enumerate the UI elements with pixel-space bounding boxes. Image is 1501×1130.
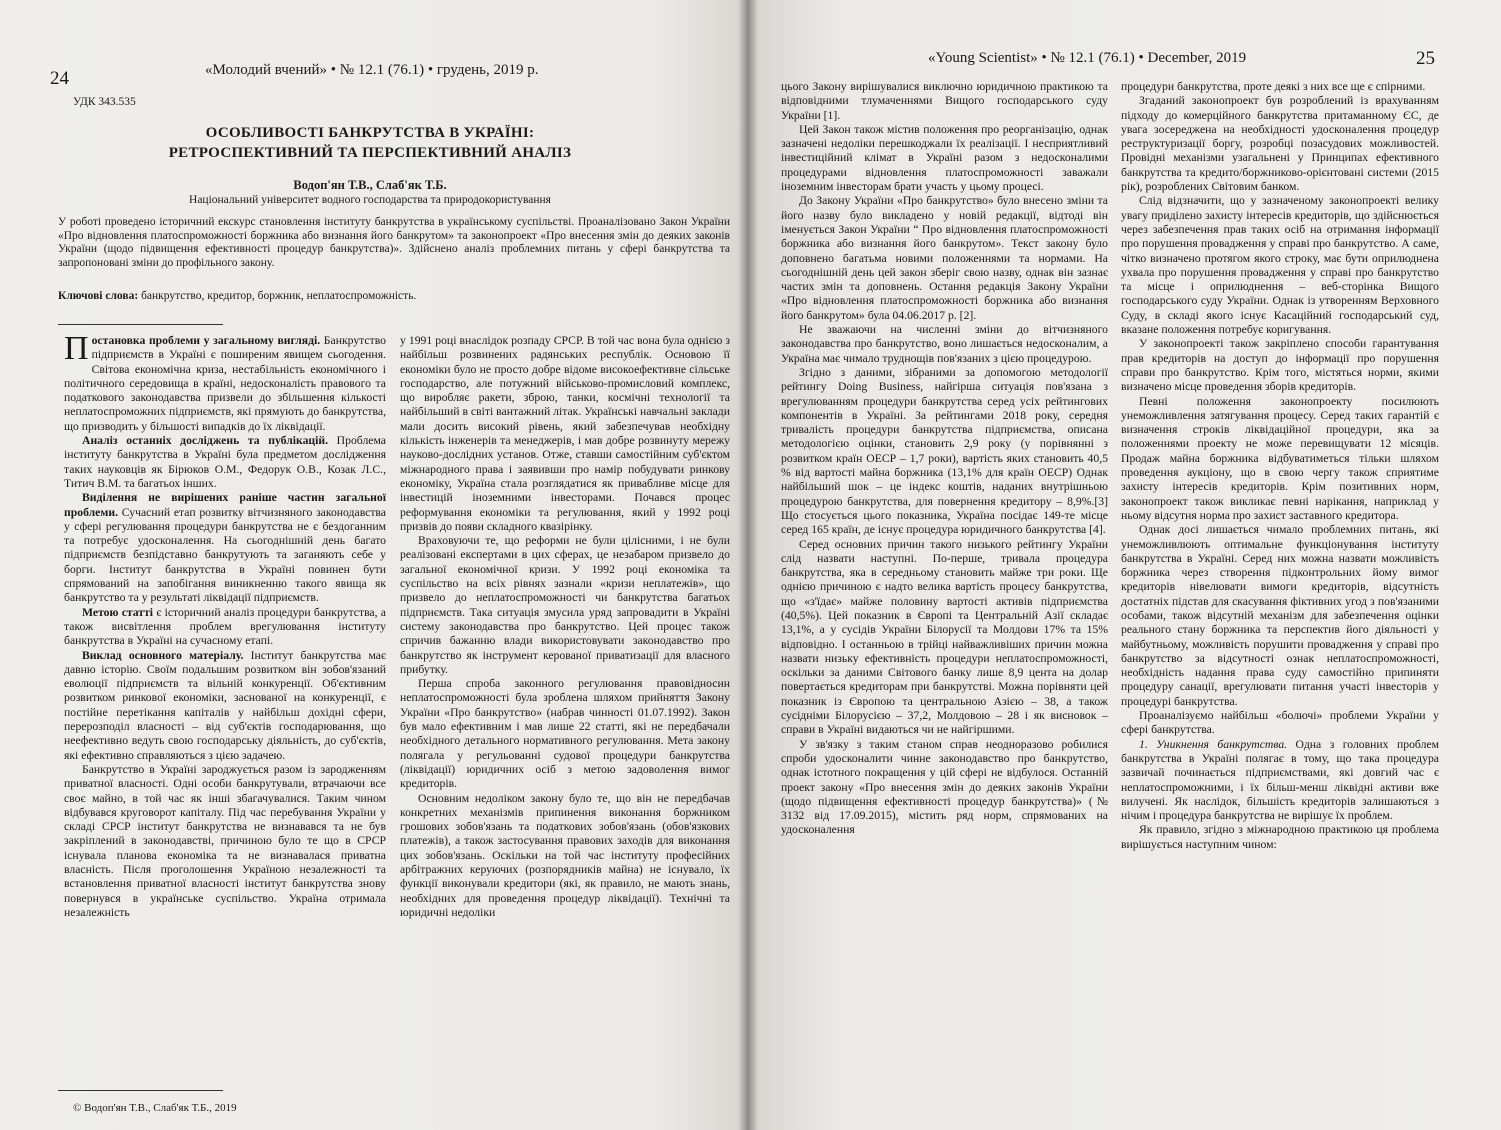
paragraph: Згаданий законопроект був розроблений із врахуванням підходу до комерційного банкрутства притаманному ЄС, де увага зосереджена на необхідності удосконалення процедур реструктуризації боргу, розробці позасудових можливостей. Провідні механізми узагальнені у Принципах ефективного банкрутства та кредито/боржниково-орієнтовані системи (2015 рік), розроблених Світовим банком. <box>1121 94 1439 194</box>
paragraph: Банкрутство в Україні зароджується разом із зародженням приватної власності. Одні особи банкрутували, втрачаючи все своє майно, в той час як інші збагачувалися. Таким чином відбувався круговорот капіталу. Під час перебування України у складі СРСР інститут банкрутства не визнавався та не був закріплений в законодавстві, причиною було те що в СРСР існувала планова економіка та не визнавалася приватна власність. Після проголошення Україною незалежності та встановлення приватної власності інститут банкрутства знову повернувся в українське суспільство. Україна отримала незалежність <box>64 762 386 919</box>
paragraph-text: Інститут банкрутства має давню історію. Своїм подальшим розвитком він зобов'язаний еволюції підприємств та вільній конкуренції. Об'єктивним розвитком ринкової економіки, заснованої на конкуренції, є постійне перетікання капіталів у найбільш дохідні сфери, перерозподіл власності – від суб'єктів господарювання, що неефективно ведуть свою господарську діяльність, до суб'єктів, які ефективно справляються з цією задачею. <box>64 648 386 762</box>
authors: Водоп'ян Т.В., Слаб'як Т.Б. <box>293 178 447 192</box>
paragraph: Проаналізуємо найбільш «болючі» проблеми України у сфері банкрутства. <box>1121 709 1439 737</box>
keywords <box>58 290 730 302</box>
paragraph: Перша спроба законного регулювання правовідносин неплатоспроможності була зроблена шляхом прийняття Закону України «Про банкрутство» (набрав чинності 01.07.1992). Закон був мало ефективним і мав лише 22 статті, які не передбачали необхідного детального нормативного регулювання. Мета закону полягала у регульованні судової процедури банкрутства (ліквідації) юридичних осіб з метою задоволення вимог кредиторів. <box>400 677 730 791</box>
paragraph: Слід відзначити, що у зазначеному законопроекті велику увагу приділено захисту інтересів кредиторів, що здійснюється через забезпечення прав таких осіб на отримання інформації про порушення провадження у справі про банкрутство. А саме, чітко визначено протягом якого строку, має бути оприлюднена ухвала про порушення провадження у справі про банкрутство та місце і оприлюднення – веб-сторінка Вищого господарського суду України. Однак із утворенням Верховного Суду, в складі якого існує Касаційний господарський суд, вказане положення потребує коригування. <box>1121 194 1439 337</box>
footer-divider <box>58 1090 223 1091</box>
paragraph <box>64 491 386 605</box>
column-3 <box>781 80 1108 838</box>
right-page <box>748 0 1501 1130</box>
paragraph: Згідно з даними, зібраними за допомогою методології рейтингу Doing Business, найгірша ситуація пов'язана з врегулюванням процедури банкрутства серед усіх рейтингових компонентів в Україні. За рейтингами 2018 року, середня тривалість процедури банкрутства підприємства, описана методологією оцінки, становить 2,9 року (у порівнянні з розвитком країн ОЕСР – 1,7 роки), вартість яких становить 40,5 % від вартості майна боржника (13,1% для країн ОЕСР) Однак найбільший шок – це індекс коштів, наданих внутрішньою процедурою банкрутства, для повернення кредитору – 8,9%.[3] Що стосується цього показника, Україна посідає 149-те місце серед 165 країн, де існує процедура юридичного банкрутства [4]. <box>781 365 1108 537</box>
page-number: 24 <box>50 68 69 89</box>
paragraph: Враховуючи те, що реформи не були цілісними, і не були реалізовані експертами в цих сферах, це незабаром призвело до загальної економічної кризи. У 1992 році економіка та суспільство на всіх рівнях зазнали «кризи неплатежів», що призвело до неплатоспроможності чи банкрутства багатьох підприємств. Така ситуація змусила уряд запровадити в Україні систему законодавства про банкрутство. Цей процес також спричив бажанню влади використовувати законодавство про банкрутство як інструмент керованої приватизації для власного прибутку. <box>400 534 730 676</box>
section-divider <box>58 324 223 325</box>
keywords-text: банкрутство, кредитор, боржник, неплатоспроможність. <box>138 290 417 302</box>
paragraph <box>64 434 386 491</box>
page-number: 25 <box>1416 48 1435 69</box>
running-header: «Young Scientist» • № 12.1 (76.1) • December, 2019 <box>928 50 1247 66</box>
heading-run: 1. Уникнення банкрутства. <box>1139 737 1288 751</box>
column-4 <box>1121 80 1439 852</box>
affiliation: Національний університет водного господарства та природокористування <box>189 194 551 206</box>
paragraph: Як правило, згідно з міжнародною практикою ця проблема вирішується наступним чином: <box>1121 823 1439 851</box>
paragraph-text: Сучасний етап розвитку вітчизняного законодавства у сфері регулювання процедури банкрутства не є бездоганним та потребує удосконалення. На сьогоднішній день багато підприємств безпідставно банкрутують та заганяють себе у борги. Інститут банкрутства в Україні повинен бути спрямований на запобігання виникненню такого явища як банкрутство та у результаті ліквідації підприємств. <box>64 505 386 605</box>
left-page <box>0 0 748 1130</box>
paragraph: Однак досі лишається чимало проблемних питань, які унеможливлюють оптимальне функціонування інституту банкрутства в Україні. Серед них можна назвати можливість боржника через створення підконтрольних йому вимог кредиторів нівелювати вимоги кредиторів, відсутність достатніх підстав для скасування фіктивних угод з пов'язаними особами, також відсутній механізм для забезпечення оцінки реального стану боржника та перспектив його діяльності у майбутньому, можливість порушити провадження у справі про банкрутство за відсутності ознак неплатоспроможності, необхідність надання права суду самостійно припиняти процедуру санації, врегулювати питання участі інвесторів у процедурі банкрутства. <box>1121 523 1439 708</box>
paragraph-text: Одна з головних проблем банкрутства в Україні полягає в тому, що така процедура зазвичай починається підприємствами, які довгий час є неплатоспроможними, і їх більш-менш ліквідні активи вже вилучені. Як наслідок, більшість кредиторів залишаються з нічим і процедура банкрутства не вирішує їх проблем. <box>1121 737 1440 823</box>
paragraph: процедури банкрутства, проте деякі з них все ще є спірними. <box>1121 80 1426 93</box>
paragraph <box>64 330 386 434</box>
paragraph: Серед основних причин такого низького рейтингу України слід назвати наступні. По-перше, тривала процедура банкрутства, яка в середньому становить майже три роки. Ще однією причиною є надто велика вартість процесу банкрутства, що «з'їдає» майже половину вартості активів підприємства (40,5%). Цей показник в Європі та Центральній Азії складає 13,1%, а у сусідів України Білорусії та Молдови 17% та 15% відповідно. І останньою в трійці найважливіших причин можна назвати низьку ефективність процедури неплатоспроможності, оскільки за даними Світового банку лише 8,9 цента на долар повертається кредиторам при банкрутстві. Можна порівняти цей показник із Європою та центральною Азією – 38, а також сусідніми Білорусією – 37,2, Молдовою – 28 і як висновок – справи в Україні видаються чи не найгіршими. <box>781 537 1108 737</box>
paragraph <box>1121 738 1439 824</box>
paragraph: Певні положення законопроекту посилюють унеможливлення затягування процесу. Серед таких гарантій є визначення строків ліквідаційної процедури, яка за положеннями проекту не може перевищувати 12 місяців. Продаж майна боржника відбуватиметься тільки шляхом проведення аукціону, що в свою чергу також сприятиме захисту інтересів кредиторів. Крім позитивних норм, законопроект також викликає певні нарікання, наприклад у ньому відсутня норма про захист заставного кредитора. <box>1121 394 1439 522</box>
paragraph: Цей Закон також містив положення про реорганізацію, однак зазначені недоліки перешкоджали їх реалізації. І несприятливий інвестиційний клімат в Україні разом з недосконалими процедурами відновлення платоспроможності заважали іноземним інвесторам брати участь у цьому процесі. <box>781 122 1108 194</box>
article-title-line-2: РЕТРОСПЕКТИВНИЙ ТА ПЕРСПЕКТИВНИЙ АНАЛІЗ <box>168 145 572 161</box>
paragraph: цього Закону вирішувалися виключно юридичною практикою та відповідними тлумаченнями Вищого господарського суду України [1]. <box>781 80 1108 122</box>
paragraph: Основним недоліком закону було те, що він не передбачав конкретних механізмів припинення виконання боржником грошових зобов'язань та податкових зобов'язань (обов'язкових платежів), а також застосування правових заходів для виконання цих зобов'язань. Оскільки на той час інституту професійних арбітражних керуючих (розпорядників майна) не існувало, їх функції виконували кредитори (які, як правило, не мають знань, необхідних для проведення процедур ліквідації). Технічні та юридичні недоліки <box>400 791 730 919</box>
paragraph-text: Проблема інституту банкрутства в Україні була предметом дослідження таких науковців як Бірюков О.М., Федорук О.В., Козак Л.С., Титич В.М. та багатьох інших. <box>64 434 386 490</box>
column-2 <box>400 334 730 920</box>
heading-run: Метою статті <box>82 605 154 619</box>
keywords-label: Ключові слова: <box>58 290 139 302</box>
book-gutter <box>738 0 758 1130</box>
paragraph: у 1991 році внаслідок розпаду СРСР. В той час вона була однією з найбільш розвинених радянських республік. Основою її економіки було не просто добре відоме високоефективне сільське господарство, але потужний військово-промисловий комплекс, що виробляє ракети, зброю, танки, космічні технології та найбільший в світі вантажний літак. Українські навчальні заклади мали досить високий рівень, який забезпечував необхідну кількість інженерів та менеджерів, і мав добре розвинуту мережу науково-дослідних установ. Отже, ставши самостійним суб'єктом міжнародного права і заявивши про намір побудувати ринкову економіку, Україна стала розглядатися як привабливе місце для інвестицій іноземними інвесторами. Почався процес реформування економіки та регулювання, який у 1992 році призвів до появи складного квазірінку. <box>400 334 730 533</box>
paragraph: До Закону України «Про банкрутство» було внесено зміни та його назву було викладено у новій редакції, відтоді він іменується Закон України “ Про відновлення платоспроможності боржника або визнання його банкрутом». Текст закону було доповнено багатьма новими положеннями та нормами. На сьогоднішній день цей закон зберіг свою назву, однак він зазнає частих змін та доповнень. Остання редакція Закону України «Про відновлення платоспроможності боржника або визнання його банкрутом» була 04.06.2017 р. [2]. <box>781 194 1108 322</box>
paragraph: Не зважаючи на численні зміни до вітчизняного законодавства про банкрутство, воно лишається недосконалим, а Україна має чимало труднощів пов'язаних з цією процедурою. <box>781 323 1108 365</box>
article-title-line-1: ОСОБЛИВОСТІ БАНКРУТСТВА В УКРАЇНІ: <box>205 125 535 141</box>
heading-run: Виклад основного матеріалу. <box>82 648 244 662</box>
paragraph <box>64 606 386 649</box>
paragraph-text: Банкрутство підприємств в Україні є поширеним явищем сьогодення. Світова економічна криза, нестабільність економічного і політичного середовища в країні, недосконалість правового та податкового законодавства призвели до збільшення кількості неплатоспроможних підприємств, які прямують до банкрутства, що призводить у більшості випадків до їх ліквідації. <box>64 334 386 433</box>
abstract: У роботі проведено історичний екскурс становлення інституту банкрутства в українському суспільстві. Проаналізовано Закон України «Про відновлення платоспроможності боржника або визнання його банкрутом» та законопроект «Про внесення змін до деяких законів України (щодо підвищення ефективності процедур банкрутства)». Здійснено аналіз проблемних питань у сфері банкрутства та запропоновані зміни до профільного закону. <box>58 216 730 269</box>
column-1 <box>64 330 386 920</box>
udk-code: УДК 343.535 <box>73 96 136 108</box>
paragraph: У законопроекті також закріплено способи гарантування прав кредиторів на доступ до інформації про порушення справи про банкрутство. Крім того, містяться норми, якими визначено місце проведення зборів кредиторів. <box>1121 337 1439 394</box>
drop-cap: П <box>64 330 89 367</box>
paragraph <box>64 649 386 763</box>
heading-run: Виділення не вирішених раніше частин загальної проблеми. <box>64 491 386 519</box>
heading-run: остановка проблеми у загальному вигляді. <box>91 334 321 347</box>
paragraph: У зв'язку з таким станом справ неодноразово робилися спроби удосконалити чинне законодавство про банкрутство, однак істотного покращення у цій сфері не відбулося. Останній проект закону «Про внесення змін до деяких законів України (щодо підвищення ефективності процедур банкрутства)» (№ 3132 від 17.09.2015), містить ряд норм, спрямованих на удосконалення <box>781 737 1108 837</box>
paragraph-text: є історичний аналіз процедури банкрутства, а також висвітлення проблем врегулювання інституту банкрутства в Україні на сучасному етапі. <box>64 605 386 648</box>
running-header: «Молодий вчений» • № 12.1 (76.1) • грудень, 2019 р. <box>205 62 539 78</box>
heading-run: Аналіз останніх досліджень та публікацій. <box>82 434 329 448</box>
copyright: © Водоп'ян Т.В., Слаб'як Т.Б., 2019 <box>73 1102 237 1114</box>
